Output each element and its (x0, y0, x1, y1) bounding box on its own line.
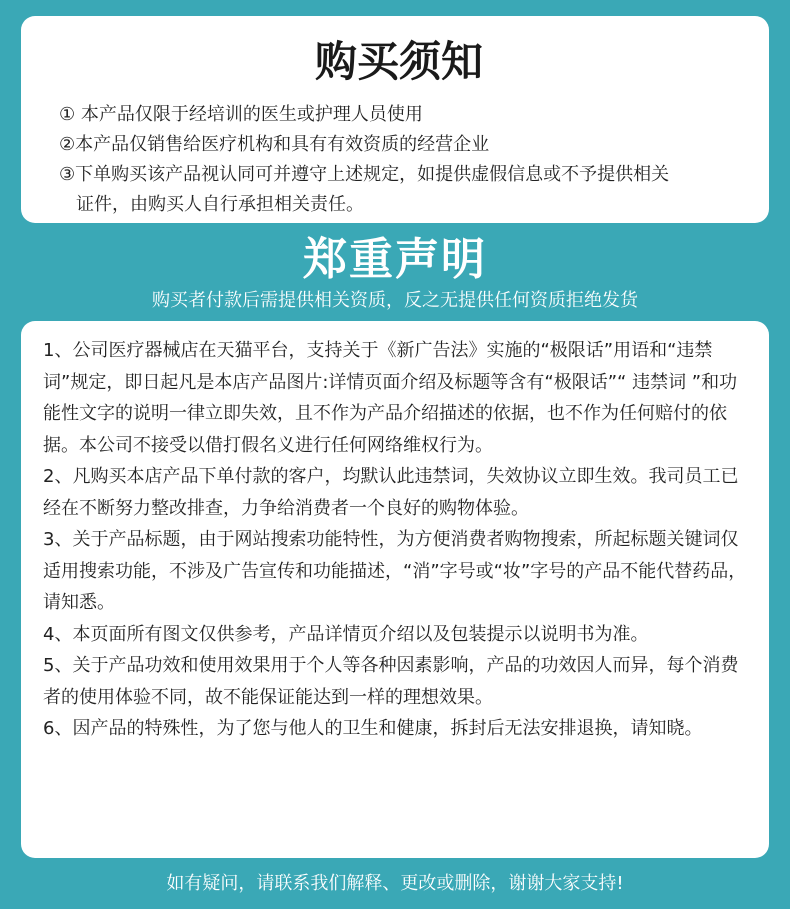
statement-title: 郑重声明 (303, 234, 487, 285)
statement-subtitle: 购买者付款后需提供相关资质，反之无提供任何资质拒绝发货 (152, 290, 638, 311)
footer-contact-text: 如有疑问，请联系我们解释、更改或删除，谢谢大家支持! (166, 873, 624, 894)
statement-paragraph-5: 5、关于产品功效和使用效果用于个人等各种因素影响，产品的功效因人而异，每个消费者的使用体验不同，故不能保证能达到一样的理想效果。 (43, 655, 739, 708)
statement-paragraph-4: 4、本页面所有图文仅供参考，产品详情页介绍以及包装提示以说明书为准。 (43, 623, 649, 645)
statement-paragraph-6: 6、因产品的特殊性，为了您与他人的卫生和健康，拆封后无法安排退换，请知晓。 (43, 718, 703, 739)
statement-paragraph-3: 3、关于产品标题，由于网站搜索功能特性，为方便消费者购物搜索，所起标题关键词仅适用搜索功能，不涉及广告宣传和功能描述，“消”字号或“妆”字号的产品不能代替药品，请知悉。 (43, 529, 747, 613)
notice-item-2: ②本产品仅销售给医疗机构和具有有效资质的经营企业 (59, 134, 490, 155)
notice-item-3-line-1: ③下单购买该产品视认同可并遵守上述规定，如提供虚假信息或不予提供相关 (59, 164, 670, 185)
statement-card (21, 321, 769, 858)
notice-item-3 (59, 160, 739, 220)
statement-paragraph-2: 2、凡购买本店产品下单付款的客户，均默认此违禁词，失效协议立即生效。我司员工已经在不断努力整改排查，力争给消费者一个良好的购物体验。 (43, 466, 739, 519)
notice-item-1: ① 本产品仅限于经培训的医生或护理人员使用 (59, 104, 423, 125)
notice-item-3-line-2: 证件，由购买人自行承担相关责任。 (76, 194, 364, 215)
statement-paragraph-1: 1、公司医疗器械店在天猫平台，支持关于《新广告法》实施的“极限话”用语和“违禁词”规定，即日起凡是本店产品图片:详情页面介绍及标题等含有“极限话”“ 违禁词 ”和功能性文字的说明一律立即失效，且不作为产品介绍描述的依据，也不作为任何赔付的依据。本公司不接受以借打假名义进行任何网络维权行为。 (43, 340, 738, 456)
purchase-notice-card (21, 16, 769, 223)
purchase-notice-title: 购买须知 (314, 37, 483, 86)
